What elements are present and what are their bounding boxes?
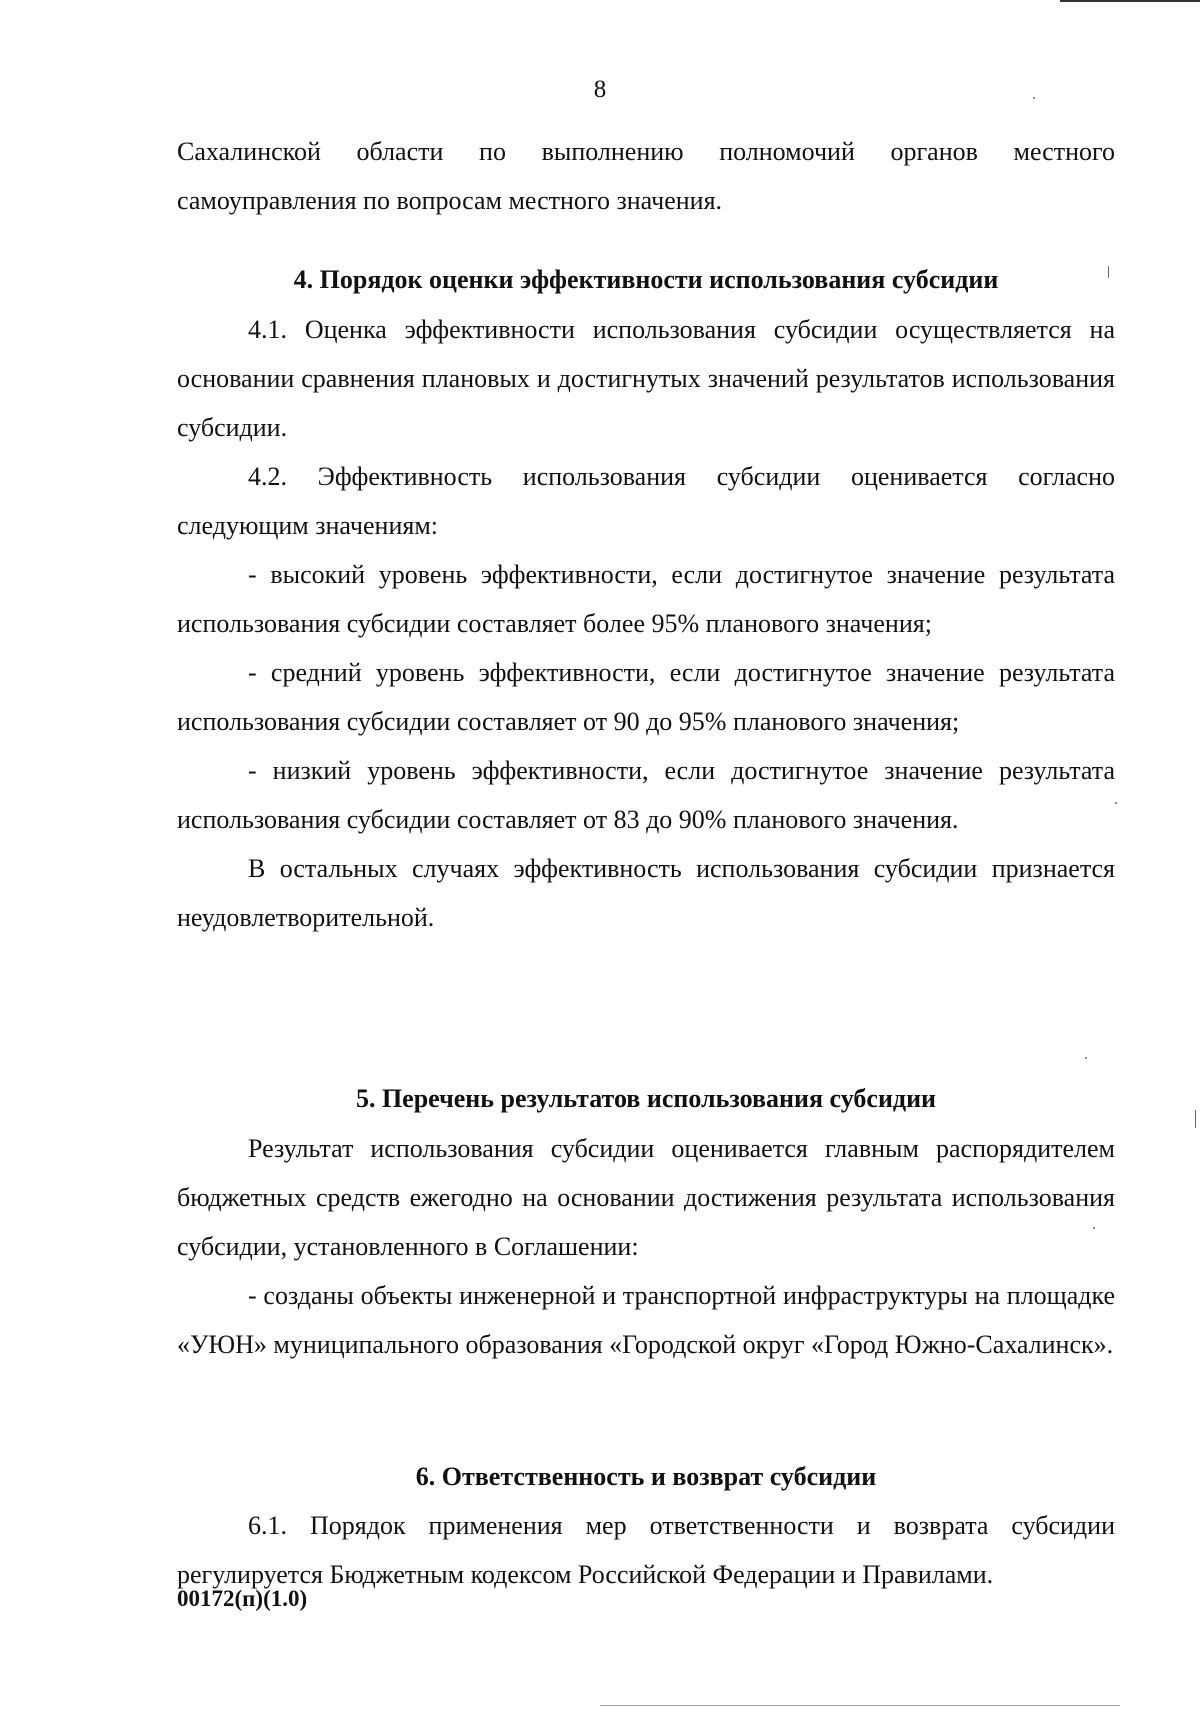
scan-speck (1108, 266, 1109, 278)
list-item-low-efficiency: - низкий уровень эффективности, если достигнутое значение результата использования субсидии составляет от 83 до 90% планового значения. (177, 756, 1115, 834)
scan-speck (1195, 1110, 1196, 1128)
bottom-edge-rule (600, 1705, 1120, 1706)
scan-speck (1115, 802, 1117, 804)
section-6-heading: 6. Ответственность и возврат субсидии (415, 1462, 877, 1491)
scan-speck (1093, 1227, 1095, 1229)
intro-block (177, 127, 1115, 225)
paragraph-4-1: 4.1. Оценка эффективности использования субсидии осуществляется на основании сравнения плановых и достигнутых значений результатов использования субсидии. (177, 315, 1115, 442)
section-5-body (177, 1124, 1115, 1369)
paragraph-other-cases: В остальных случаях эффективность использования субсидии признается неудовлетворительной. (177, 854, 1115, 932)
scan-speck (1085, 1057, 1087, 1059)
document-code: 00172(п)(1.0) (177, 1586, 308, 1611)
top-edge-rule (1060, 0, 1200, 2)
section-4-body (177, 305, 1115, 942)
paragraph-4-2: 4.2. Эффективность использования субсидии оценивается согласно следующим значениям: (177, 462, 1115, 540)
paragraph-5-result: Результат использования субсидии оценивается главным распорядителем бюджетных средств ежегодно на основании достижения результата использования субсидии, установленного в Соглашении: (177, 1134, 1115, 1261)
section-6-body (177, 1501, 1115, 1599)
list-item-high-efficiency: - высокий уровень эффективности, если достигнутое значение результата использования субсидии составляет более 95% планового значения; (177, 560, 1115, 638)
list-item-medium-efficiency: - средний уровень эффективности, если достигнутое значение результата использования субсидии составляет от 90 до 95% планового значения; (177, 658, 1115, 736)
page-number: 8 (593, 76, 607, 103)
section-5-heading: 5. Перечень результатов использования субсидии (355, 1084, 937, 1113)
list-item-infrastructure: - созданы объекты инженерной и транспортной инфраструктуры на площадке «УЮН» муниципального образования «Городской округ «Город Южно-Сахалинск». (177, 1281, 1115, 1359)
section-4-heading: 4. Порядок оценки эффективности использования субсидии (293, 265, 999, 294)
intro-paragraph: Сахалинской области по выполнению полномочий органов местного самоуправления по вопросам местного значения. (177, 137, 1115, 215)
scan-speck (1033, 97, 1035, 99)
paragraph-6-1: 6.1. Порядок применения мер ответственности и возврата субсидии регулируется Бюджетным кодексом Российской Федерации и Правилами. (177, 1511, 1115, 1589)
